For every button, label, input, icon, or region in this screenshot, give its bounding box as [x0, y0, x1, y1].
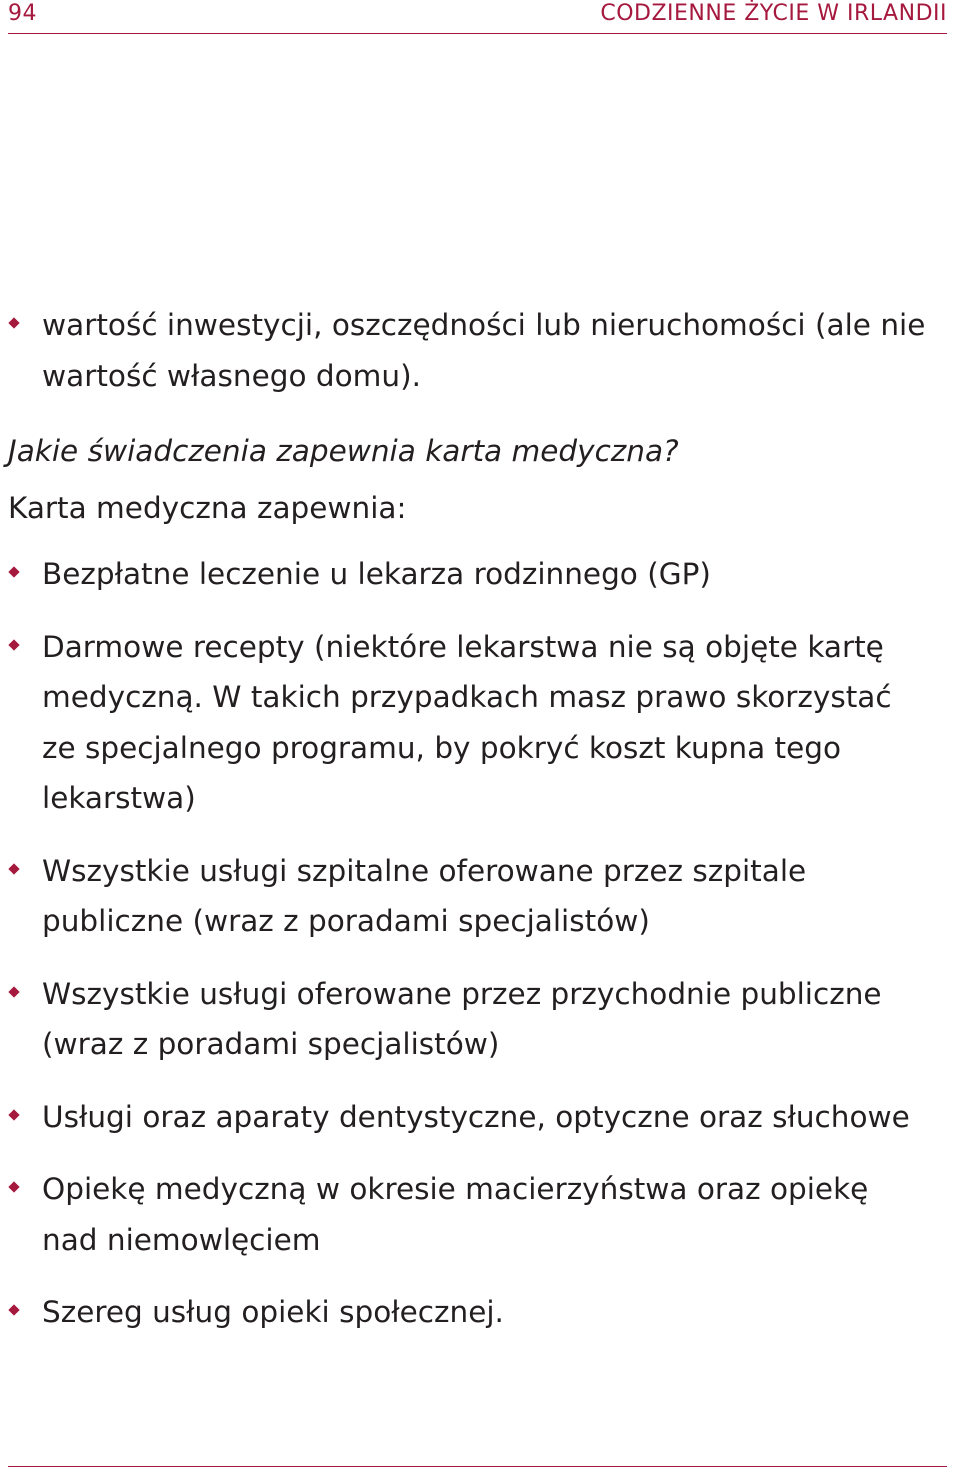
diamond-bullet-icon	[8, 1181, 19, 1192]
list-item	[8, 846, 928, 947]
list-item	[8, 1164, 928, 1265]
diamond-bullet-icon	[8, 863, 19, 874]
diamond-bullet-icon	[8, 639, 19, 650]
list-item-text: Darmowe recepty (niektóre lekarstwa nie są objęte kartę medyczną. W takich przypadkach masz prawo skorzystać ze specjalnego programu, by pokryć koszt kupna tego lekarstwa)	[42, 629, 892, 815]
page-header	[8, 0, 947, 33]
list-item	[8, 1092, 928, 1143]
intro-bullet-list	[8, 300, 928, 401]
section-intro: Karta medyczna zapewnia:	[8, 490, 407, 525]
list-item-text: Wszystkie usługi szpitalne oferowane przez szpitale publiczne (wraz z poradami specjalistów)	[42, 853, 807, 938]
section-heading: Jakie świadczenia zapewnia karta medyczna?	[8, 434, 679, 468]
benefits-list	[8, 549, 928, 1338]
list-item-text: Wszystkie usługi oferowane przez przychodnie publiczne (wraz z poradami specjalistów)	[42, 976, 882, 1061]
diamond-bullet-icon	[8, 566, 19, 577]
list-item-text: Opiekę medyczną w okresie macierzyństwa oraz opiekę nad niemowlęciem	[42, 1172, 869, 1257]
list-item	[8, 622, 928, 824]
list-item-text: wartość inwestycji, oszczędności lub nieruchomości (ale nie wartość własnego domu).	[42, 308, 926, 393]
list-item	[8, 1287, 928, 1338]
page-body	[8, 300, 928, 1360]
diamond-bullet-icon	[8, 1109, 19, 1120]
header-divider	[8, 33, 947, 34]
list-item	[8, 300, 928, 401]
footer-divider	[8, 1466, 947, 1467]
running-title: CODZIENNE ŻYCIE W IRLANDII	[600, 1, 947, 26]
diamond-bullet-icon	[8, 1304, 19, 1315]
list-item-text: Usługi oraz aparaty dentystyczne, optyczne oraz słuchowe	[42, 1099, 910, 1134]
list-item	[8, 549, 928, 600]
list-item	[8, 969, 928, 1070]
diamond-bullet-icon	[8, 986, 19, 997]
page-number: 94	[8, 1, 37, 26]
diamond-bullet-icon	[8, 317, 19, 328]
list-item-text: Bezpłatne leczenie u lekarza rodzinnego (GP)	[42, 557, 711, 591]
list-item-text: Szereg usług opieki społecznej.	[42, 1295, 504, 1329]
